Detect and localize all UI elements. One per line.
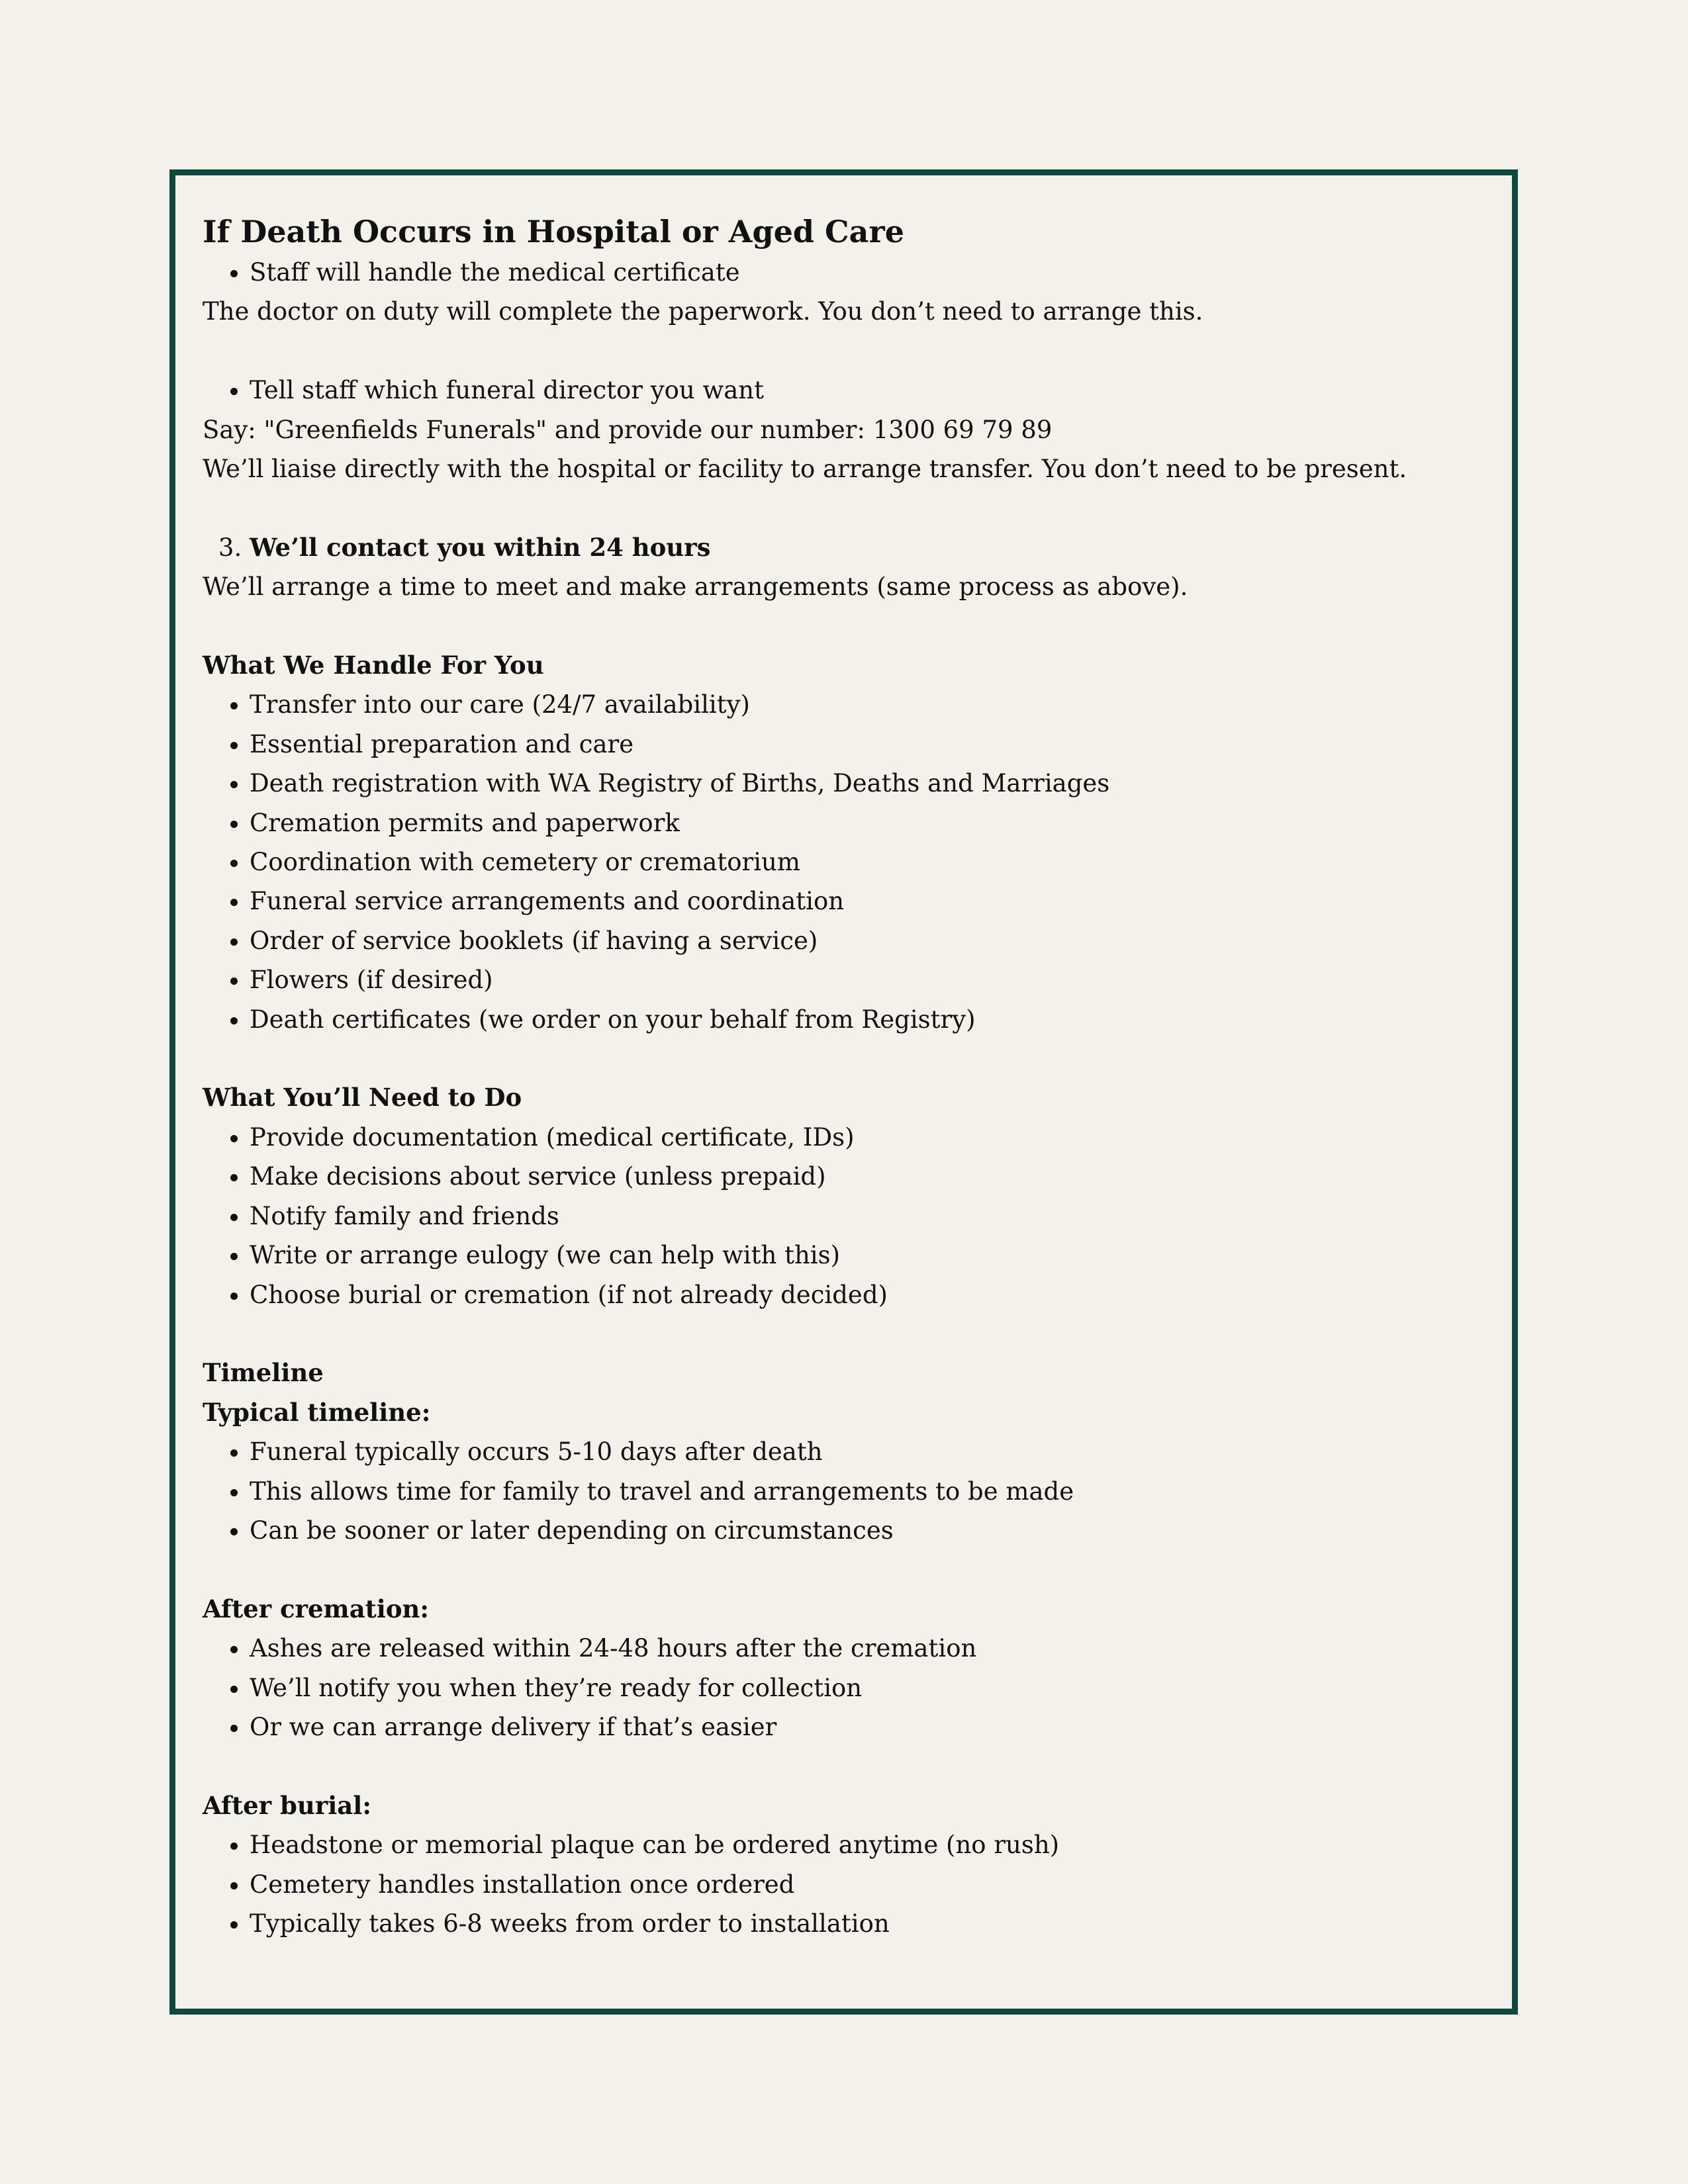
list-item: • Funeral typically occurs 5-10 days after death [250, 1432, 1500, 1471]
step-list-2 [203, 371, 1500, 410]
step-3-label: 3. We’ll contact you within 24 hours [250, 528, 1500, 567]
page-title: If Death Occurs in Hospital or Aged Care [203, 214, 904, 250]
list-item: • Order of service booklets (if having a service) [250, 921, 1500, 960]
list-item: • Headstone or memorial plaque can be ordered anytime (no rush) [250, 1825, 1500, 1864]
list-item: • Cremation permits and paperwork [250, 803, 1500, 842]
timeline-heading: Timeline [203, 1358, 324, 1388]
step-1-body: The doctor on duty will complete the paperwork. You don’t need to arrange this. [203, 297, 1203, 326]
list-item: • Coordination with cemetery or crematorium [250, 842, 1500, 882]
list-item: • Essential preparation and care [250, 725, 1500, 764]
after-burial-list [203, 1825, 1500, 1943]
step-3-body: We’ll arrange a time to meet and make arrangements (same process as above). [203, 572, 1188, 602]
list-item: • Ashes are released within 24-48 hours after the cremation [250, 1629, 1500, 1668]
list-item: • Provide documentation (medical certificate, IDs) [250, 1118, 1500, 1157]
after-burial-heading: After burial: [203, 1790, 371, 1820]
list-item: • Typically takes 6-8 weeks from order to installation [250, 1904, 1500, 1943]
document-content [203, 210, 1500, 1943]
we-handle-heading: What We Handle For You [203, 651, 544, 680]
you-do-list [203, 1118, 1500, 1314]
step-2-body-line-1: Say: "Greenfields Funerals" and provide our number: 1300 69 79 89 [203, 415, 1053, 444]
you-do-heading: What You’ll Need to Do [203, 1083, 522, 1113]
typical-timeline-list [203, 1432, 1500, 1550]
step-1-label: • Staff will handle the medical certificate [250, 253, 1500, 292]
we-handle-list [203, 685, 1500, 1039]
list-item: • Flowers (if desired) [250, 960, 1500, 999]
list-item: • Death registration with WA Registry of Births, Deaths and Marriages [250, 764, 1500, 803]
step-2-body-line-2: We’ll liaise directly with the hospital or facility to arrange transfer. You don’t need to be present. [203, 455, 1407, 484]
list-item: • Can be sooner or later depending on circumstances [250, 1511, 1500, 1550]
after-cremation-list [203, 1629, 1500, 1747]
list-item: • We’ll notify you when they’re ready for collection [250, 1668, 1500, 1707]
step-2-label: • Tell staff which funeral director you want [250, 371, 1500, 410]
list-item: • Make decisions about service (unless prepaid) [250, 1157, 1500, 1196]
list-item: • Choose burial or cremation (if not already decided) [250, 1275, 1500, 1314]
after-cremation-heading: After cremation: [203, 1594, 430, 1623]
list-item: • Cemetery handles installation once ordered [250, 1865, 1500, 1904]
step-list-1 [203, 253, 1500, 292]
list-item: • This allows time for family to travel and arrangements to be made [250, 1472, 1500, 1511]
list-item: • Transfer into our care (24/7 availability) [250, 685, 1500, 724]
typical-timeline-heading: Typical timeline: [203, 1397, 431, 1427]
list-item: • Notify family and friends [250, 1197, 1500, 1236]
list-item: • Write or arrange eulogy (we can help with this) [250, 1236, 1500, 1275]
list-item: • Or we can arrange delivery if that’s easier [250, 1707, 1500, 1747]
step-list-3 [203, 528, 1500, 567]
list-item: • Death certificates (we order on your behalf from Registry) [250, 1000, 1500, 1039]
list-item: • Funeral service arrangements and coordination [250, 882, 1500, 921]
